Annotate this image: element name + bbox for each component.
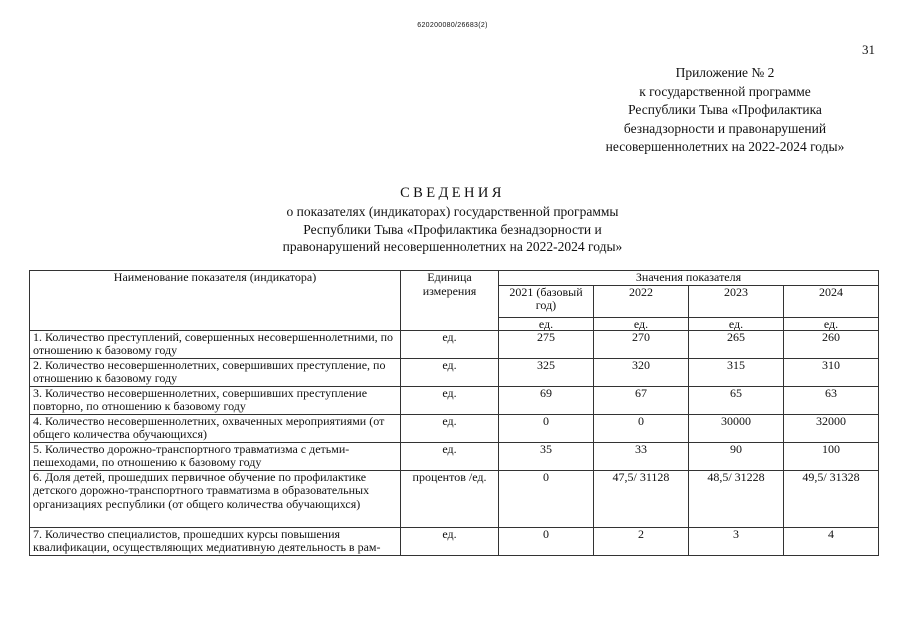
appendix-line: к государственной программе [639, 83, 811, 99]
value-2023: 315 [689, 358, 784, 386]
indicator-name: 3. Количество несовершеннолетних, совершивших преступление повторно, по отношению к базовому году [30, 386, 401, 414]
table-row [30, 470, 879, 527]
indicator-name: 4. Количество несовершеннолетних, охваченных мероприятиями (от общего количества обучающихся) [30, 414, 401, 442]
value-2021: 275 [499, 330, 594, 358]
value-2024: 310 [784, 358, 879, 386]
header-year-unit: ед. [499, 317, 594, 330]
indicator-unit: ед. [401, 527, 499, 555]
value-2023: 30000 [689, 414, 784, 442]
header-year-2023: 2023 [689, 285, 784, 317]
value-2022: 320 [594, 358, 689, 386]
value-2023: 90 [689, 442, 784, 470]
appendix-line: несовершеннолетних на 2022-2024 годы» [605, 139, 845, 154]
appendix-line: Приложение № 2 [675, 65, 775, 80]
value-2024: 49,5/ 31328 [784, 470, 879, 527]
title-main: СВЕДЕНИЯ [400, 185, 505, 201]
title-sub-line: о показателях (индикаторах) государственной программы [286, 204, 619, 219]
title-sub-line: правонарушений несовершеннолетних на 2022-2024 годы» [282, 239, 623, 254]
appendix-line: безнадзорности и правонарушений [623, 120, 827, 136]
value-2024: 4 [784, 527, 879, 555]
value-2023: 65 [689, 386, 784, 414]
value-2021: 0 [499, 470, 594, 527]
indicator-name: 7. Количество специалистов, прошедших курсы повышения квалификации, осуществляющих медиативную деятельность в рам- [30, 527, 401, 555]
value-2022: 0 [594, 414, 689, 442]
value-2024: 260 [784, 330, 879, 358]
page-number: 31 [862, 42, 875, 57]
value-2024: 63 [784, 386, 879, 414]
value-2024: 32000 [784, 414, 879, 442]
header-indicator-name: Наименование показателя (индикатора) [30, 271, 401, 331]
header-year-2024: 2024 [784, 285, 879, 317]
table-row [30, 414, 879, 442]
appendix-reference [580, 64, 870, 157]
table-row [30, 358, 879, 386]
table-row [30, 442, 879, 470]
title-sub-line: Республики Тыва «Профилактика безнадзорности и [303, 221, 602, 237]
header-year-2021: 2021 (базовый год) [499, 285, 594, 317]
indicator-unit: ед. [401, 386, 499, 414]
value-2023: 48,5/ 31228 [689, 470, 784, 527]
indicator-name: 6. Доля детей, прошедших первичное обучение по профилактике детского дорожно-транспортного травматизма в образовательных организациях республики (от общего количества обучающихся) [30, 470, 401, 527]
indicator-unit: процентов /ед. [401, 470, 499, 527]
value-2022: 67 [594, 386, 689, 414]
indicator-unit: ед. [401, 414, 499, 442]
value-2022: 270 [594, 330, 689, 358]
header-unit: Единица измерения [401, 271, 499, 331]
appendix-line: Республики Тыва «Профилактика [628, 102, 822, 117]
table-row [30, 386, 879, 414]
indicator-name: 1. Количество преступлений, совершенных несовершеннолетними, по отношению к базовому году [30, 330, 401, 358]
indicator-name: 2. Количество несовершеннолетних, совершивших преступление, по отношению к базовому году [30, 358, 401, 386]
value-2021: 0 [499, 414, 594, 442]
indicators-table [29, 270, 879, 556]
value-2022: 33 [594, 442, 689, 470]
header-year-2022: 2022 [594, 285, 689, 317]
value-2021: 325 [499, 358, 594, 386]
table-row [30, 527, 879, 555]
indicator-name: 5. Количество дорожно-транспортного травматизма с детьми-пешеходами, по отношению к базовому году [30, 442, 401, 470]
value-2022: 47,5/ 31128 [594, 470, 689, 527]
header-year-unit: ед. [689, 317, 784, 330]
table-row [30, 330, 879, 358]
header-values: Значения показателя [499, 271, 879, 286]
value-2023: 3 [689, 527, 784, 555]
value-2021: 69 [499, 386, 594, 414]
document-title [180, 184, 725, 256]
header-year-unit: ед. [594, 317, 689, 330]
value-2023: 265 [689, 330, 784, 358]
indicator-unit: ед. [401, 358, 499, 386]
value-2022: 2 [594, 527, 689, 555]
value-2021: 0 [499, 527, 594, 555]
value-2021: 35 [499, 442, 594, 470]
indicator-unit: ед. [401, 442, 499, 470]
header-year-unit: ед. [784, 317, 879, 330]
value-2024: 100 [784, 442, 879, 470]
document-code: 620200080/26683(2) [417, 22, 488, 29]
indicator-unit: ед. [401, 330, 499, 358]
